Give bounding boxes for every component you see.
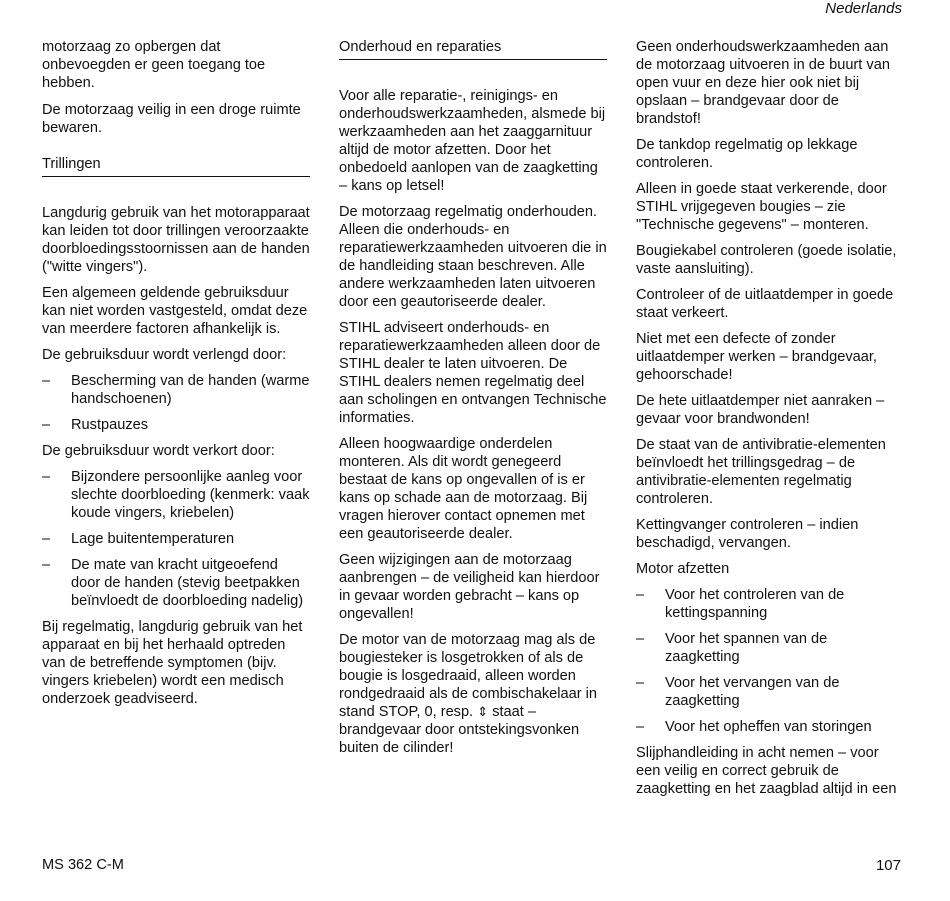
warning-text: brandgevaar: [703, 93, 786, 109]
list-item: – Voor het controleren van de kettingspanning: [636, 587, 845, 621]
list-extended-by: [42, 372, 310, 434]
warning-text: gevaar voor brandwonden!: [636, 411, 810, 427]
list-item: – Voor het vervangen van de zaagketting: [636, 675, 840, 709]
list-item: – Bescherming van de handen (warme handschoenen): [42, 373, 310, 407]
paragraph: De gebruiksduur wordt verlengd door:: [42, 347, 287, 363]
list-item: – Voor het spannen van de zaagketting: [636, 631, 828, 665]
paragraph: Bij regelmatig, langdurig gebruik van het apparaat en bij het herhaald optreden van de betreffende symptomen (bijv. vingers kriebelen) wordt een medisch onderzoek geadviseerd.: [42, 619, 303, 707]
list-item: – De mate van kracht uitgeoefend door de handen (stevig beetpakken beïnvloedt de doorbloeding nadelig): [42, 557, 304, 609]
column-1: [42, 38, 310, 716]
warning-text: kans op letsel!: [351, 178, 445, 194]
paragraph: De gebruiksduur wordt verkort door:: [42, 443, 275, 459]
list-item: – Rustpauzes: [42, 417, 149, 433]
paragraph: Kettingvanger controleren – indien beschadigd, vervangen.: [636, 517, 859, 551]
emphasis-text: Kettingvanger controleren: [636, 517, 804, 533]
warning-text: brandgevaar, gehoorschade!: [636, 349, 877, 383]
emphasis-text: Slijphandleiding in acht nemen: [636, 745, 834, 761]
paragraph: Een algemeen geldende gebruiksduur kan niet worden vastgesteld, omdat deze van meerdere factoren afhankelijk is.: [42, 285, 308, 337]
list-item: – Lage buitentemperaturen: [42, 531, 235, 547]
paragraph: Voor alle reparatie-, reinigings- en onderhoudswerkzaamheden, alsmede bij werkzaamheden aan het zaaggarnituur altijd de motor afzetten. Door het onbedoeld aanlopen van de zaagketting – kans op letsel!: [339, 88, 606, 194]
paragraph: Alleen hoogwaardige onderdelen monteren. Als dit wordt genegeerd bestaat de kans op ongevallen of is er kans op schade aan de motorzaag. Bij vragen hierover contact opnemen met een geautoriseerde dealer.: [339, 436, 588, 542]
list-shortened-by: [42, 468, 310, 610]
language-label: Nederlands: [825, 0, 902, 17]
list-stop-engine: [636, 586, 904, 736]
paragraph: De motor van de motorzaag mag als de bougiesteker is losgetrokken of als de bougie is losgedraaid, alleen worden rondgedraaid als de combischakelaar in stand STOP, 0, resp. ⇕ staat – brandgevaar door ontstekingsvonken buiten de cilinder!: [339, 632, 597, 756]
section-heading-onderhoud: Onderhoud en reparaties: [339, 38, 607, 60]
paragraph: De tankdop regelmatig op lekkage controleren.: [636, 137, 858, 171]
column-3: [636, 38, 904, 806]
paragraph: Alleen in goede staat verkerende, door STIHL vrijgegeven bougies – zie "Technische gegevens" – monteren.: [636, 181, 887, 233]
paragraph: De staat van de antivibratie-elementen beïnvloedt het trillingsgedrag – de antivibratie-elementen regelmatig controleren.: [636, 437, 886, 507]
zero-label: 0,: [424, 704, 437, 720]
paragraph: STIHL adviseert onderhouds- en reparatiewerkzaamheden alleen door de STIHL dealer te laten uitvoeren. De STIHL dealers nemen regelmatig deel aan scholingen en ontvangen Technische informaties.: [339, 320, 607, 426]
subheading-motor-afzetten: Motor afzetten: [636, 561, 730, 577]
paragraph: Niet met een defecte of zonder uitlaatdemper werken – brandgevaar, gehoorschade!: [636, 331, 877, 383]
paragraph: motorzaag zo opbergen dat onbevoegden er geen toegang toe hebben.: [42, 39, 266, 91]
paragraph: Geen wijzigingen aan de motorzaag aanbrengen – de veiligheid kan hierdoor in gevaar worden gebracht – kans op ongevallen!: [339, 552, 600, 622]
list-item: – Voor het opheffen van storingen: [636, 719, 872, 735]
paragraph: Langdurig gebruik van het motorapparaat kan leiden tot door trillingen veroorzaakte doorbloedingsstoornissen aan de handen ("witte vingers").: [42, 205, 310, 275]
paragraph: De motorzaag veilig in een droge ruimte bewaren.: [42, 102, 301, 136]
paragraph: Geen onderhoudswerkzaamheden aan de motorzaag uitvoeren in de buurt van open vuur en deze hier ook niet bij opslaan – brandgevaar door de brandstof!: [636, 39, 890, 127]
column-2: [339, 38, 607, 765]
warning-text: kans op ongevallen!: [339, 588, 580, 622]
paragraph: Slijphandleiding in acht nemen – voor een veilig en correct gebruik de zaagketting en het zaagblad altijd in een: [636, 745, 897, 797]
paragraph: Controleer of de uitlaatdemper in goede staat verkeert.: [636, 287, 894, 321]
section-heading-trillingen: Trillingen: [42, 155, 310, 177]
warning-text: brandgevaar: [339, 722, 421, 738]
page-number: 107: [875, 857, 901, 874]
model-label: MS 362 C-M: [42, 857, 124, 873]
choke-symbol-icon: ⇕: [477, 704, 489, 719]
list-item: – Bijzondere persoonlijke aanleg voor slechte doorbloeding (kenmerk: vaak koude vingers, kriebelen): [42, 469, 310, 521]
stop-label: STOP: [378, 704, 417, 720]
paragraph: De motorzaag regelmatig onderhouden. Alleen die onderhouds- en reparatiewerkzaamheden uitvoeren die in de handleiding staan beschreven. Alle andere werkzaamheden laten uitvoeren door een geautoriseerde dealer.: [339, 204, 607, 310]
paragraph: Bougiekabel controleren (goede isolatie, vaste aansluiting).: [636, 243, 897, 277]
paragraph: De hete uitlaatdemper niet aanraken – gevaar voor brandwonden!: [636, 393, 885, 427]
